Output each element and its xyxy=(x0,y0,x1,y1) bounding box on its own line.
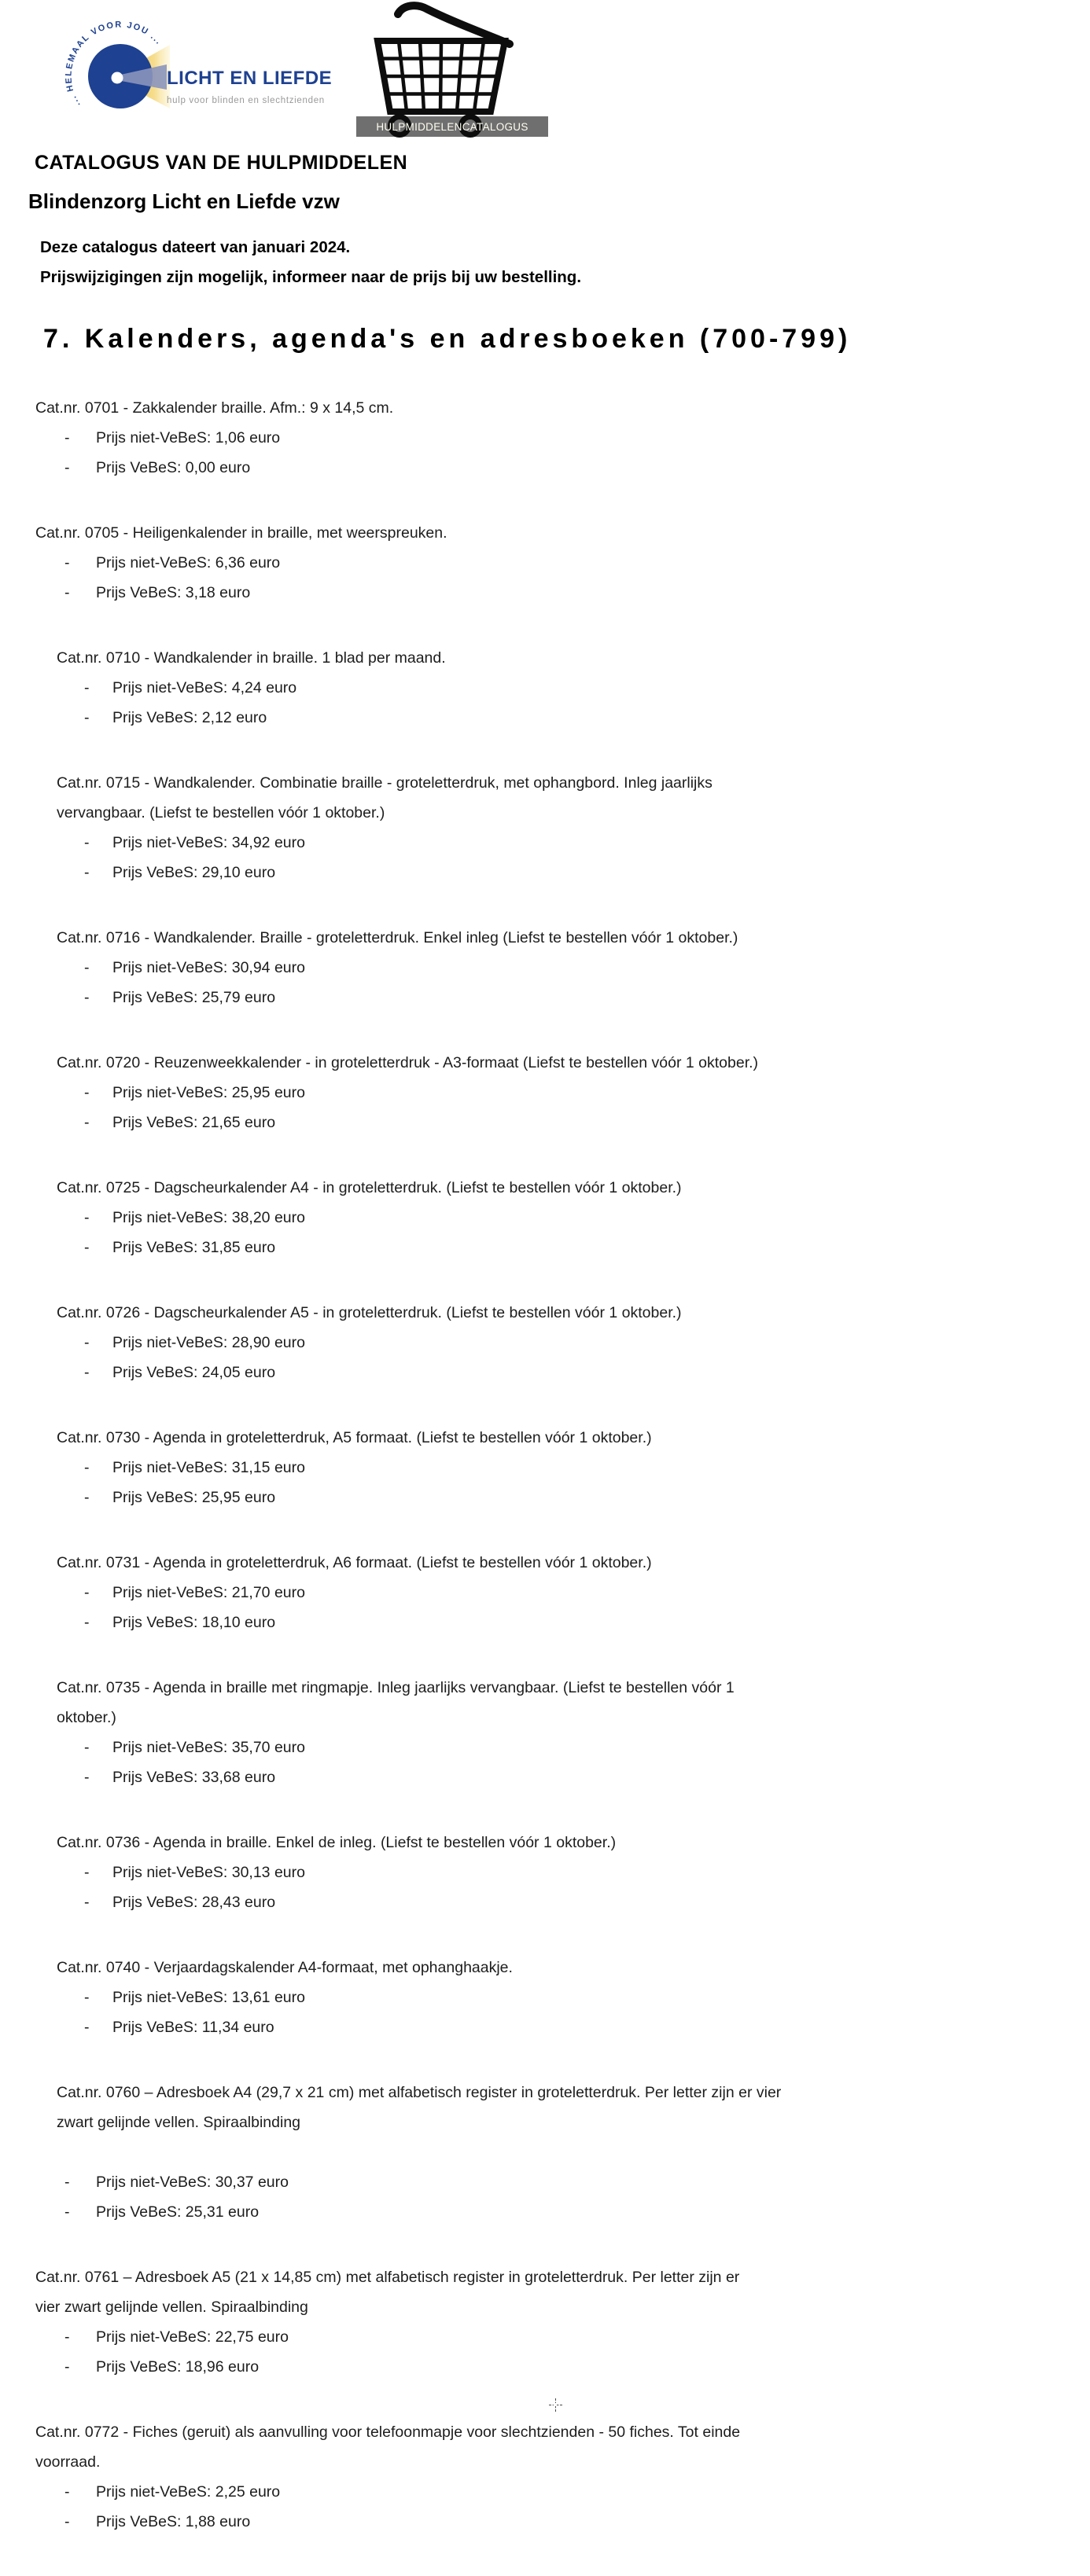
catalog-item-0772 xyxy=(0,2417,1090,2537)
item-description-line: Cat.nr. 0730 - Agenda in groteletterdruk, A5 formaat. (Liefst te bestellen vóór 1 oktober.) xyxy=(57,1429,652,1446)
bullet-dash: - xyxy=(84,1739,90,1756)
item-description-line: Cat.nr. 0716 - Wandkalender. Braille - groteletterdruk. Enkel inleg (Liefst te bestellen vóór 1 oktober.) xyxy=(57,929,738,946)
bullet-dash: - xyxy=(84,1239,90,1256)
price-text: Prijs VeBeS: 18,10 euro xyxy=(112,1614,276,1631)
catalog-item-0705 xyxy=(0,518,1090,608)
catalog-item-0716 xyxy=(0,923,1090,1012)
catalog-item-0740 xyxy=(0,1953,1090,2042)
catalog-item-0730 xyxy=(0,1423,1090,1512)
price-row xyxy=(64,423,1090,453)
item-description-line: voorraad. xyxy=(35,2453,101,2471)
price-row xyxy=(84,1233,1090,1262)
logo-arc-text: ... HELEMAAL VOOR JOU ... xyxy=(64,20,164,108)
item-description-line: Cat.nr. 0725 - Dagscheurkalender A4 - in groteletterdruk. (Liefst te bestellen vóór 1 oktober.) xyxy=(57,1179,682,1196)
price-text: Prijs VeBeS: 29,10 euro xyxy=(112,864,276,881)
price-text: Prijs VeBeS: 31,85 euro xyxy=(112,1239,276,1256)
price-row xyxy=(84,703,1090,733)
price-row xyxy=(84,1108,1090,1137)
catalog-item-0735 xyxy=(0,1673,1090,1792)
item-description-line: Cat.nr. 0736 - Agenda in braille. Enkel de inleg. (Liefst te bestellen vóór 1 oktober.) xyxy=(57,1834,617,1851)
bullet-dash: - xyxy=(64,2328,70,2346)
price-text: Prijs niet-VeBeS: 30,94 euro xyxy=(112,959,305,976)
bullet-dash: - xyxy=(84,1084,90,1101)
item-description-line: Cat.nr. 0701 - Zakkalender braille. Afm.: 9 x 14,5 cm. xyxy=(35,399,394,417)
price-text: Prijs niet-VeBeS: 6,36 euro xyxy=(96,554,281,571)
bullet-dash: - xyxy=(84,679,90,696)
precision-select-cursor xyxy=(549,2398,562,2412)
price-text: Prijs niet-VeBeS: 38,20 euro xyxy=(112,1209,305,1226)
price-row xyxy=(84,1762,1090,1792)
catalog-item-0725 xyxy=(0,1173,1090,1262)
item-description-line: Cat.nr. 0726 - Dagscheurkalender A5 - in groteletterdruk. (Liefst te bestellen vóór 1 oktober.) xyxy=(57,1304,682,1321)
price-row xyxy=(64,453,1090,483)
bullet-dash: - xyxy=(84,709,90,726)
price-text: Prijs VeBeS: 2,12 euro xyxy=(112,709,267,726)
bullet-dash: - xyxy=(84,1769,90,1786)
bullet-dash: - xyxy=(84,1614,90,1631)
bullet-dash: - xyxy=(84,1989,90,2006)
price-row xyxy=(84,1887,1090,1917)
item-description-line: Cat.nr. 0761 – Adresboek A5 (21 x 14,85 cm) met alfabetisch register in groteletterdruk. Per letter zijn er xyxy=(35,2269,740,2286)
price-text: Prijs niet-VeBeS: 28,90 euro xyxy=(112,1334,305,1351)
item-description-line: Cat.nr. 0731 - Agenda in groteletterdruk, A6 formaat. (Liefst te bestellen vóór 1 oktober.) xyxy=(57,1554,652,1571)
price-text: Prijs VeBeS: 24,05 euro xyxy=(112,1364,276,1381)
price-row xyxy=(84,2012,1090,2042)
price-text: Prijs niet-VeBeS: 2,25 euro xyxy=(96,2483,281,2501)
price-text: Prijs VeBeS: 0,00 euro xyxy=(96,459,251,476)
bullet-dash: - xyxy=(64,2358,70,2376)
catalog-item-0760 xyxy=(0,2078,1090,2227)
bullet-dash: - xyxy=(64,2203,70,2221)
bullet-dash: - xyxy=(84,1489,90,1506)
price-row xyxy=(64,548,1090,578)
price-row xyxy=(64,2507,1090,2537)
bullet-dash: - xyxy=(84,1864,90,1881)
bullet-dash: - xyxy=(64,2513,70,2530)
price-row xyxy=(64,2477,1090,2507)
price-change-note: Prijswijzigingen zijn mogelijk, informeer naar de prijs bij uw bestelling. xyxy=(40,268,582,286)
item-description-line: zwart gelijnde vellen. Spiraalbinding xyxy=(57,2114,301,2131)
bullet-dash: - xyxy=(64,429,70,446)
price-row xyxy=(64,578,1090,608)
price-text: Prijs VeBeS: 1,88 euro xyxy=(96,2513,251,2530)
price-text: Prijs VeBeS: 33,68 euro xyxy=(112,1769,276,1786)
item-description-line: Cat.nr. 0735 - Agenda in braille met ringmapje. Inleg jaarlijks vervangbaar. (Liefst te bestellen vóór 1 xyxy=(57,1679,735,1696)
catalog-item-0726 xyxy=(0,1298,1090,1387)
item-description-line: Cat.nr. 0760 – Adresboek A4 (29,7 x 21 cm) met alfabetisch register in groteletterdruk. Per letter zijn er vier xyxy=(57,2084,782,2101)
price-row xyxy=(84,1578,1090,1608)
price-row xyxy=(84,1358,1090,1387)
logo-center-dot xyxy=(112,72,123,84)
item-description-line: Cat.nr. 0715 - Wandkalender. Combinatie braille - groteletterdruk, met ophangbord. Inleg jaarlijks xyxy=(57,774,713,792)
price-text: Prijs niet-VeBeS: 4,24 euro xyxy=(112,679,297,696)
catalog-item-0710 xyxy=(0,643,1090,733)
price-row xyxy=(84,673,1090,703)
item-description-line: Cat.nr. 0740 - Verjaardagskalender A4-formaat, met ophanghaakje. xyxy=(57,1959,513,1976)
bullet-dash: - xyxy=(84,1584,90,1601)
bullet-dash: - xyxy=(64,2174,70,2191)
bullet-dash: - xyxy=(84,1364,90,1381)
price-row xyxy=(64,2167,1090,2197)
licht-en-liefde-logo xyxy=(0,0,346,157)
item-description-line: vier zwart gelijnde vellen. Spiraalbinding xyxy=(35,2299,308,2316)
price-row xyxy=(84,858,1090,887)
price-text: Prijs niet-VeBeS: 34,92 euro xyxy=(112,834,305,851)
price-text: Prijs VeBeS: 28,43 euro xyxy=(112,1894,276,1911)
catalog-item-0731 xyxy=(0,1548,1090,1637)
shopping-cart-graphic xyxy=(346,0,566,153)
price-row xyxy=(84,1608,1090,1637)
catalog-item-0701 xyxy=(0,393,1090,483)
item-description-line: Cat.nr. 0705 - Heiligenkalender in braille, met weerspreuken. xyxy=(35,524,447,542)
price-text: Prijs niet-VeBeS: 22,75 euro xyxy=(96,2328,289,2346)
catalog-item-0761 xyxy=(0,2262,1090,2382)
catalog-items-list xyxy=(0,393,1090,2572)
price-text: Prijs niet-VeBeS: 31,15 euro xyxy=(112,1459,305,1476)
price-text: Prijs niet-VeBeS: 30,13 euro xyxy=(112,1864,305,1881)
catalog-item-0715 xyxy=(0,768,1090,887)
catalog-item-0736 xyxy=(0,1828,1090,1917)
price-text: Prijs VeBeS: 21,65 euro xyxy=(112,1114,276,1131)
price-row xyxy=(84,1328,1090,1358)
catalog-date-note: Deze catalogus dateert van januari 2024. xyxy=(40,238,351,256)
price-row xyxy=(84,983,1090,1012)
bullet-dash: - xyxy=(84,1209,90,1226)
bullet-dash: - xyxy=(84,1334,90,1351)
item-description-line: Cat.nr. 0720 - Reuzenweekkalender - in groteletterdruk - A3-formaat (Liefst te bestellen vóór 1 oktober.) xyxy=(57,1054,759,1071)
bullet-dash: - xyxy=(84,1894,90,1911)
item-description-line: Cat.nr. 0710 - Wandkalender in braille. 1 blad per maand. xyxy=(57,649,446,667)
price-row xyxy=(84,1453,1090,1483)
page-title: CATALOGUS VAN DE HULPMIDDELEN xyxy=(35,152,408,174)
item-description-line: vervangbaar. (Liefst te bestellen vóór 1 oktober.) xyxy=(57,804,385,821)
bullet-dash: - xyxy=(64,2483,70,2501)
price-text: Prijs VeBeS: 3,18 euro xyxy=(96,584,251,601)
catalog-banner-label: HULPMIDDELENCATALOGUS xyxy=(376,121,528,133)
organisation-name: Blindenzorg Licht en Liefde vzw xyxy=(28,189,340,213)
price-text: Prijs VeBeS: 18,96 euro xyxy=(96,2358,260,2376)
logo-brand-text: LICHT EN LIEFDE xyxy=(167,68,333,89)
catalog-item-0720 xyxy=(0,1048,1090,1137)
price-text: Prijs niet-VeBeS: 1,06 euro xyxy=(96,429,281,446)
bullet-dash: - xyxy=(64,459,70,476)
price-row xyxy=(64,2322,1090,2352)
price-row xyxy=(84,1483,1090,1512)
price-text: Prijs niet-VeBeS: 35,70 euro xyxy=(112,1739,305,1756)
price-text: Prijs niet-VeBeS: 30,37 euro xyxy=(96,2174,289,2191)
bullet-dash: - xyxy=(84,1114,90,1131)
bullet-dash: - xyxy=(84,2019,90,2036)
price-text: Prijs VeBeS: 11,34 euro xyxy=(112,2019,274,2036)
shopping-cart-icon xyxy=(377,6,510,134)
section-heading: 7. Kalenders, agenda's en adresboeken (700-799) xyxy=(43,324,852,354)
bullet-dash: - xyxy=(84,959,90,976)
price-text: Prijs niet-VeBeS: 25,95 euro xyxy=(112,1084,305,1101)
bullet-dash: - xyxy=(64,584,70,601)
bullet-dash: - xyxy=(84,834,90,851)
price-row xyxy=(84,1203,1090,1233)
logo-tagline-text: hulp voor blinden en slechtzienden xyxy=(167,96,325,105)
price-row xyxy=(84,1078,1090,1108)
blank-line xyxy=(0,2137,1090,2167)
price-text: Prijs VeBeS: 25,95 euro xyxy=(112,1489,276,1506)
item-description-line: Cat.nr. 0772 - Fiches (geruit) als aanvulling voor telefoonmapje voor slechtzienden - 50 fiches. Tot einde xyxy=(35,2423,741,2441)
price-row xyxy=(64,2197,1090,2227)
price-row xyxy=(84,1983,1090,2012)
bullet-dash: - xyxy=(84,989,90,1006)
price-text: Prijs niet-VeBeS: 21,70 euro xyxy=(112,1584,305,1601)
price-row xyxy=(84,828,1090,858)
price-row xyxy=(84,953,1090,983)
bullet-dash: - xyxy=(84,1459,90,1476)
price-row xyxy=(84,1733,1090,1762)
item-description-line: oktober.) xyxy=(57,1709,116,1726)
price-text: Prijs VeBeS: 25,31 euro xyxy=(96,2203,260,2221)
price-text: Prijs VeBeS: 25,79 euro xyxy=(112,989,276,1006)
bullet-dash: - xyxy=(64,554,70,571)
bullet-dash: - xyxy=(84,864,90,881)
price-row xyxy=(84,1858,1090,1887)
price-text: Prijs niet-VeBeS: 13,61 euro xyxy=(112,1989,305,2006)
price-row xyxy=(64,2352,1090,2382)
